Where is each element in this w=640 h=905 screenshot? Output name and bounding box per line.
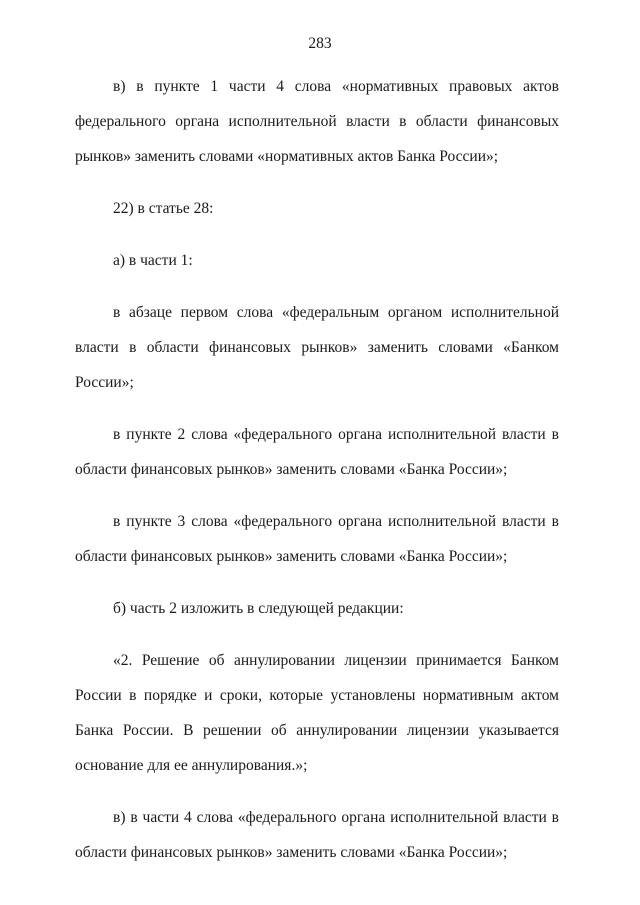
- paragraph-article-28: 22) в статье 28:: [113, 200, 214, 217]
- paragraph-license-annulment: «2. Решение об аннулировании лицензии принимается Банком России в порядке и сроки, которые установлены нормативным актом Банка России. В решении об аннулировании лицензии указывается основание для ее аннулирования.»;: [75, 652, 559, 774]
- page-number: 283: [308, 35, 332, 52]
- paragraph-part-4: в) в части 4 слова «федерального органа исполнительной власти в области финансовых рынков» заменить словами «Банка России»;: [75, 809, 559, 861]
- paragraph-point-3: в пункте 3 слова «федерального органа исполнительной власти в области финансовых рынков» заменить словами «Банка России»;: [75, 513, 559, 565]
- paragraph-first-subparagraph: в абзаце первом слова «федеральным органом исполнительной власти в области финансовых рынков» заменить словами «Банком России»;: [75, 304, 559, 391]
- paragraph-part-1: а) в части 1:: [113, 252, 193, 269]
- paragraph-item-v-part-4: в) в пункте 1 части 4 слова «нормативных правовых актов федерального органа исполнительной власти в области финансовых рынков» заменить словами «нормативных актов Банка России»;: [75, 78, 559, 165]
- paragraph-part-2-new-wording: б) часть 2 изложить в следующей редакции:: [113, 600, 404, 617]
- paragraph-point-2: в пункте 2 слова «федерального органа исполнительной власти в области финансовых рынков» заменить словами «Банка России»;: [75, 426, 559, 478]
- document-body: [75, 69, 559, 887]
